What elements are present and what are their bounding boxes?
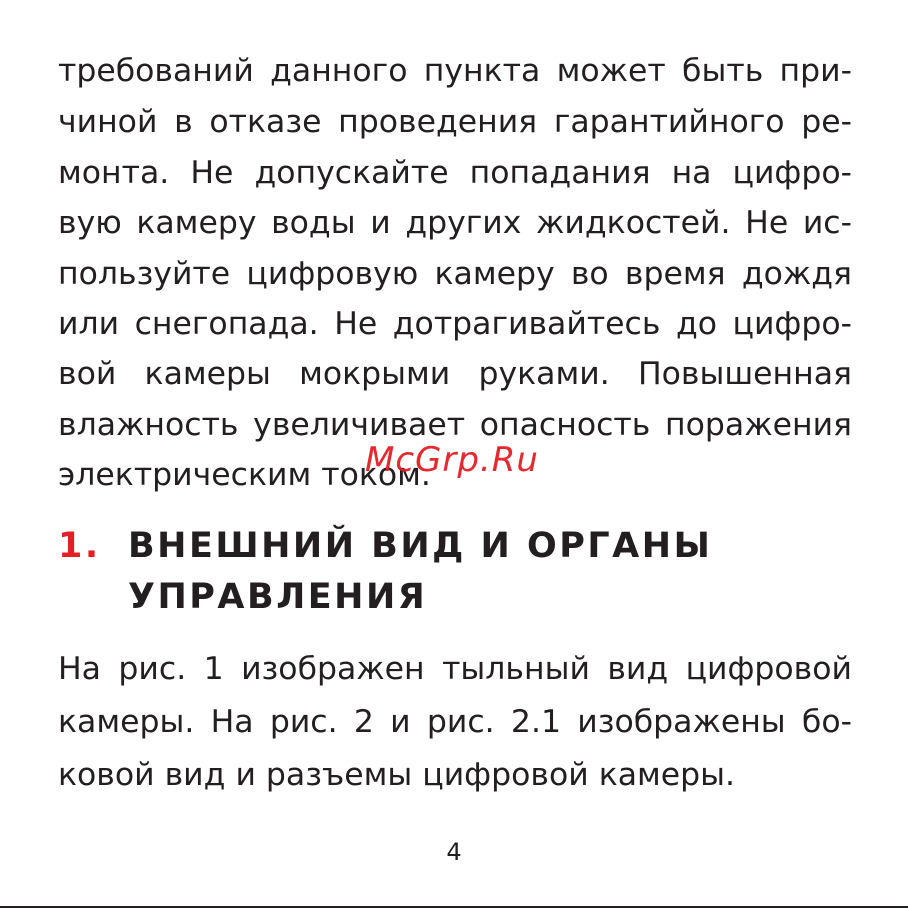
paragraph-line: На рис. 1 изображен тыльный вид цифровой — [58, 651, 852, 687]
paragraph-line: вую камеру воды и других жидкостей. Не ис- — [58, 205, 852, 241]
page-number: 4 — [446, 838, 462, 866]
paragraph-line: камеры. На рис. 2 и рис. 2.1 изображены бо- — [58, 704, 852, 740]
paragraph-line: чиной в отказе проведения гарантийного ре- — [58, 104, 852, 140]
paragraph-line: ковой вид и разъемы цифровой камеры. — [58, 757, 736, 793]
section-title-line: УПРАВЛЕНИЯ — [128, 577, 428, 617]
section-title-line: ВНЕШНИЙ ВИД И ОРГАНЫ — [128, 526, 713, 566]
paragraph-line: монта. Не допускайте попадания на цифро- — [58, 155, 852, 191]
paragraph-line: требований данного пункта может быть при- — [58, 53, 852, 89]
paragraph-line: электрическим током. — [58, 457, 431, 493]
paragraph-line: или снегопада. Не дотрагивайтесь до цифро- — [58, 306, 852, 342]
section-number: 1. — [58, 526, 101, 566]
paragraph-line: влажность увеличивает опасность поражения — [58, 407, 852, 443]
paragraph-line: вой камеры мокрыми руками. Повышенная — [58, 356, 852, 392]
watermark: McGrp.Ru — [365, 440, 539, 480]
paragraph-line: пользуйте цифровую камеру во время дождя — [58, 256, 852, 292]
